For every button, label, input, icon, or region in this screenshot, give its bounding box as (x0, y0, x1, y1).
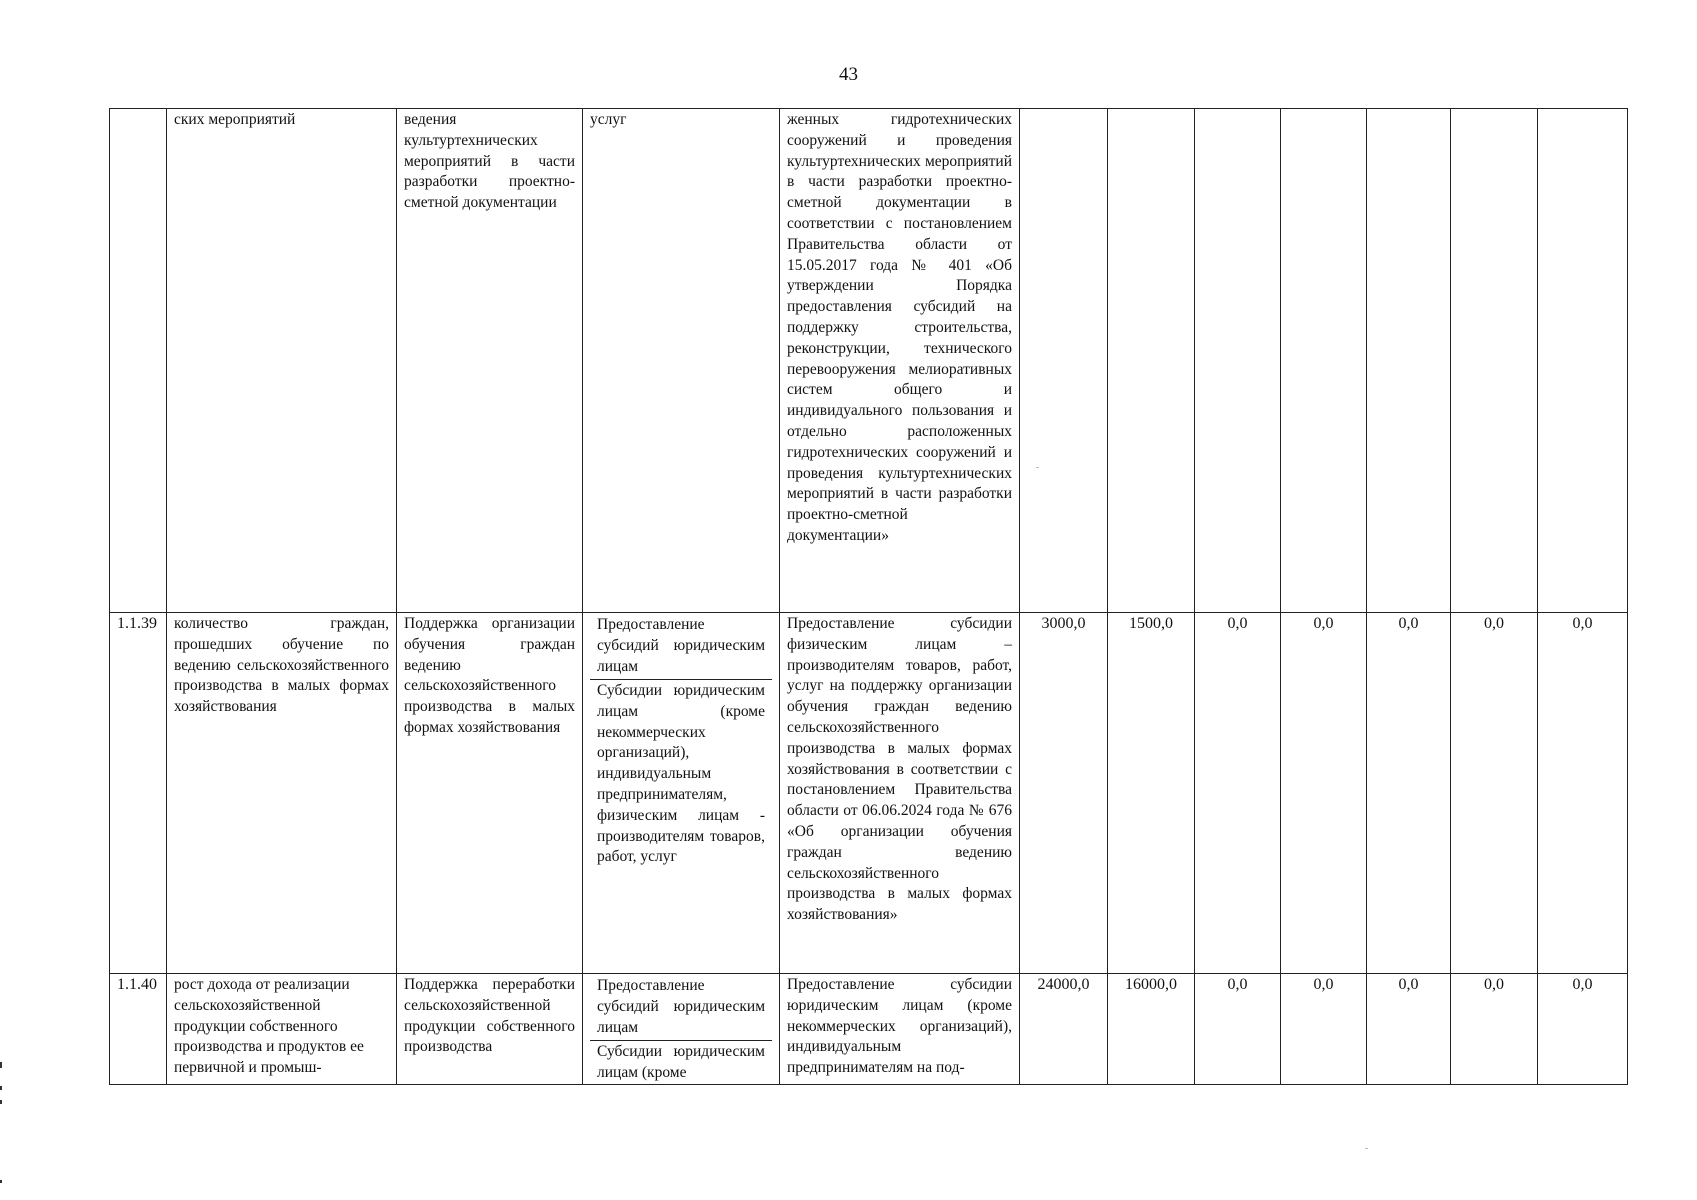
subsidy-provision-text: Предоставление субсидий юридическим лицам (590, 614, 772, 680)
indicator-cell: рост дохода от реализации сельскохозяйственной продукции собственного производства и продуктов ее первичной и промыш- (167, 974, 397, 1085)
indicator-cell: ских мероприятий (167, 109, 397, 613)
value-cell: 0,0 (1538, 974, 1628, 1085)
scan-mark (0, 1062, 2, 1068)
value-cell (1195, 109, 1281, 613)
value-cell: 0,0 (1367, 613, 1451, 974)
table-row (110, 974, 1628, 1085)
event-cell: Поддержка переработки сельскохозяйственной продукции собственного производства (397, 974, 583, 1085)
value-cell: 0,0 (1195, 974, 1281, 1085)
scan-mark (0, 1086, 2, 1090)
subsidy-type-cell (583, 613, 780, 974)
value-cell: 3000,0 (1020, 613, 1108, 974)
value-cell: 0,0 (1195, 613, 1281, 974)
event-cell: Поддержка организации обучения граждан ведению сельскохозяйственного производства в малых формах хозяйствования (397, 613, 583, 974)
value-cell: 0,0 (1281, 974, 1367, 1085)
value-cell: 1500,0 (1108, 613, 1195, 974)
description-cell: Предоставление субсидии юридическим лицам (кроме некоммерческих организаций), индивидуальным предпринимателям на под- (780, 974, 1020, 1085)
subsidy-type-cell (583, 974, 780, 1085)
value-cell: 0,0 (1451, 613, 1538, 974)
value-cell: 24000,0 (1020, 974, 1108, 1085)
value-cell (1367, 109, 1451, 613)
value-cell (1108, 109, 1195, 613)
value-cell: 0,0 (1538, 613, 1628, 974)
subsidy-recipients-text: Субсидии юридическим лицам (кроме (597, 1043, 765, 1081)
subsidy-recipients-text: Субсидии юридическим лицам (кроме некоммерческих организаций), индивидуальным предпринимателям, физическим лицам - производителям товаров, работ, услуг (597, 682, 765, 866)
subsidy-type-cell: услуг (583, 109, 780, 613)
row-id (110, 109, 167, 613)
subsidy-provision-text: Предоставление субсидий юридическим лицам (590, 975, 772, 1041)
event-cell: ведения культуртехнических мероприятий в части разработки проектно-сметной документации (397, 109, 583, 613)
table-row (110, 109, 1628, 613)
scan-mark (1365, 1148, 1368, 1149)
row-id: 1.1.39 (110, 613, 167, 974)
value-cell (1020, 109, 1108, 613)
row-id: 1.1.40 (110, 974, 167, 1085)
scan-mark (0, 1100, 2, 1104)
value-cell: 0,0 (1367, 974, 1451, 1085)
value-cell: 0,0 (1281, 613, 1367, 974)
value-cell (1538, 109, 1628, 613)
indicator-cell: количество граждан, прошедших обучение по ведению сельскохозяйственного производства в малых формах хозяйствования (167, 613, 397, 974)
program-table (109, 108, 1628, 1085)
value-cell (1281, 109, 1367, 613)
scan-mark (0, 1180, 2, 1183)
value-cell: 16000,0 (1108, 974, 1195, 1085)
table-row (110, 613, 1628, 974)
description-cell: Предоставление субсидии физическим лицам – производителям товаров, работ, услуг на поддержку организации обучения граждан ведению сельскохозяйственного производства в малых формах хозяйствования в соответствии с постановлением Правительства области от 06.06.2024 года № 676 «Об организации обучения граждан ведению сельскохозяйственного производства в малых формах хозяйствования» (780, 613, 1020, 974)
scan-mark (1036, 467, 1039, 468)
value-cell (1451, 109, 1538, 613)
page-number: 43 (839, 64, 858, 85)
value-cell: 0,0 (1451, 974, 1538, 1085)
description-cell: женных гидротехнических сооружений и проведения культуртехнических мероприятий в части разработки проектно-сметной документации в соответствии с постановлением Правительства области от 15.05.2017 года № 401 «Об утверждении Порядка предоставления субсидий на поддержку строительства, реконструкции, технического перевооружения мелиоративных систем общего и индивидуального пользования и отдельно расположенных гидротехнических сооружений и проведения культуртехнических мероприятий в части разработки проектно-сметной документации» (780, 109, 1020, 613)
